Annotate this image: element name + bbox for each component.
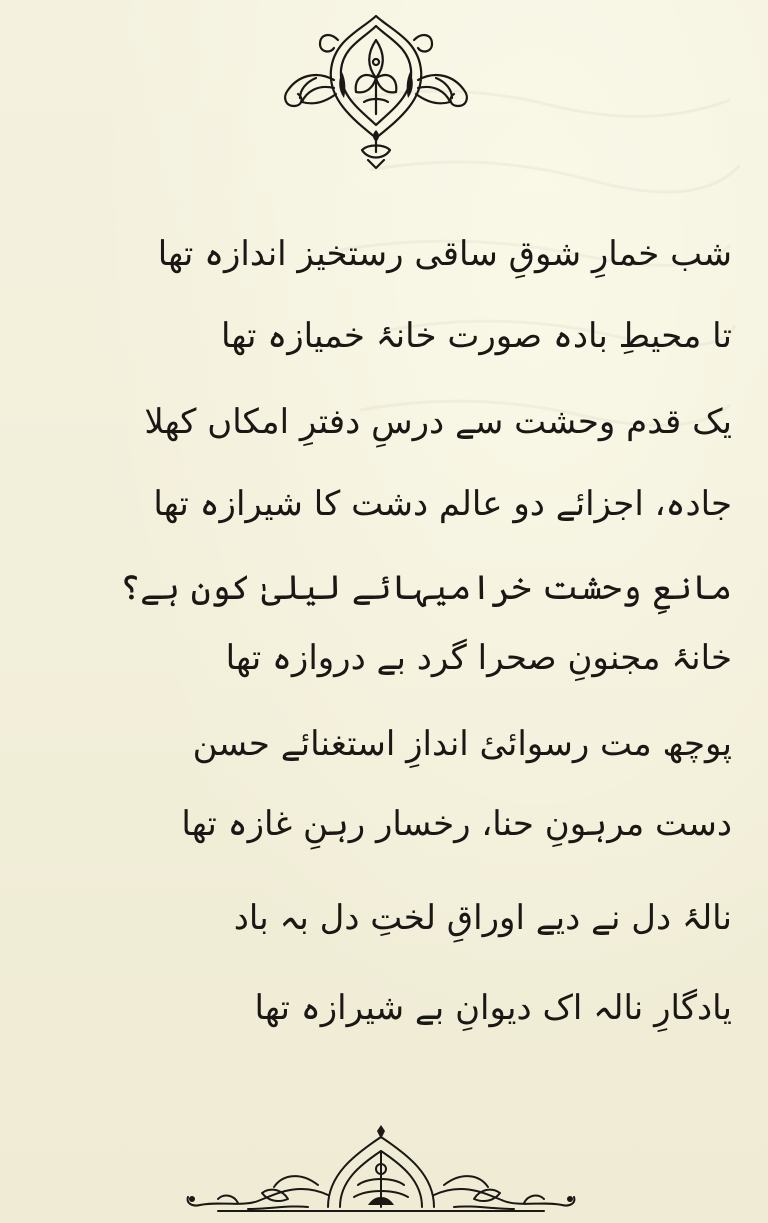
poem-line: شب خمارِ شوقِ ساقی رستخیز اندازہ تھا xyxy=(157,234,732,274)
poem-line: دست مرہونِ حنا، رخسار رہنِ غازہ تھا xyxy=(181,804,732,844)
poem-line: نالۂ دل نے دیے اوراقِ لختِ دل بہ باد xyxy=(233,898,732,938)
poem-line: پوچھ مت رسوائیٔ اندازِ استغنائے حسن xyxy=(192,724,732,764)
poem-line: تا محیطِ بادہ صورت خانۂ خمیازہ تھا xyxy=(221,316,732,356)
floral-ornament-bottom xyxy=(178,1125,584,1215)
poem-line: یادگارِ نالہ اک دیوانِ بے شیرازہ تھا xyxy=(254,988,732,1028)
poem-line: جادہ، اجزائے دو عالم دشت کا شیرازہ تھا xyxy=(153,484,732,524)
poem-line: یک قدم وحشت سے درسِ دفترِ امکاں کھلا xyxy=(144,402,732,442)
poem-line: مانعِ وحشت خرامیہائے لیلیٰ کون ہے؟ xyxy=(120,568,732,608)
poem-line: خانۂ مجنونِ صحرا گرد بے دروازہ تھا xyxy=(225,638,732,678)
